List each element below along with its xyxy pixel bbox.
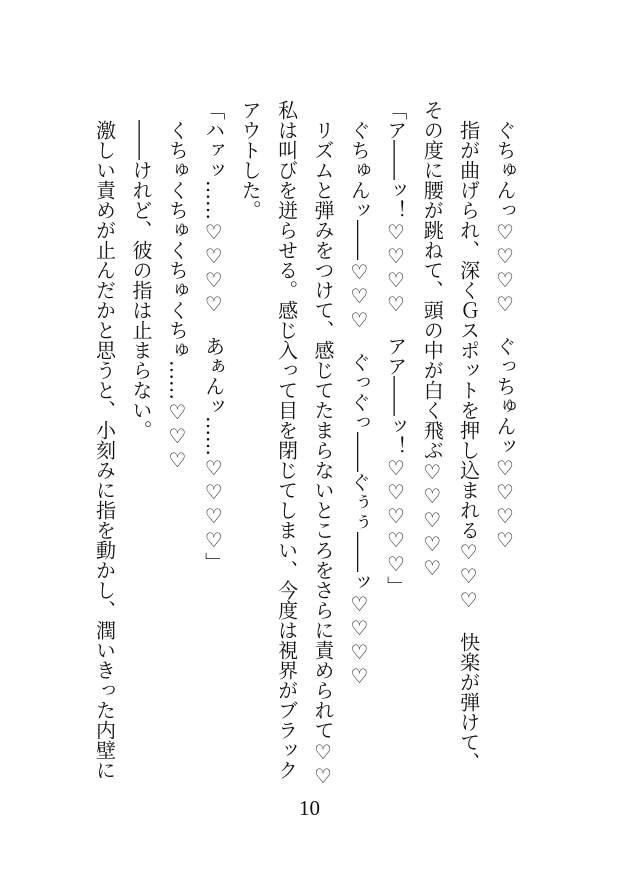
text-column: ぐちゅんっ♡♡♡♡ ぐっちゅんッ♡♡♡♡ — [493, 100, 517, 552]
text-column: 激しい責めが止んだかと思うと、小刻みに指を動かし、潤いきった内壁に — [92, 100, 117, 780]
text-column: 「ハァッ……♡♡♡♡ あぁんッ……♡♡♡♡」 — [201, 100, 226, 572]
vertical-text-body — [86, 100, 523, 800]
text-column: アウトした。 — [238, 100, 263, 220]
text-column: 私は叫びを迸らせる。感じ入って目を閉じてしまい、今度は視界がブラック — [274, 100, 299, 780]
text-column: リズムと弾みをつけて、感じてたまらないところをさらに責められて♡♡ — [310, 100, 335, 788]
page-number: 10 — [299, 796, 320, 820]
text-column: その度に腰が跳ねて、頭の中が白く飛ぶ♡♡♡♡♡ — [420, 100, 445, 580]
text-column: ――けれど、彼の指は止まらない。 — [128, 100, 153, 440]
text-column: 「ア――ッ！♡♡♡♡ アア――ッ！♡♡♡♡♡」 — [383, 100, 408, 596]
text-column: ぐちゅんッ――♡♡♡ ぐっぐっ――ぐぅぅ――ッ♡♡♡♡ — [347, 100, 372, 688]
text-column: 指が曲げられ、深くＧスポットを押し込まれる♡♡♡ 快楽が弾けて、 — [456, 100, 481, 772]
text-column: くちゅくちゅくちゅくちゅ……♡♡♡ — [165, 100, 190, 472]
